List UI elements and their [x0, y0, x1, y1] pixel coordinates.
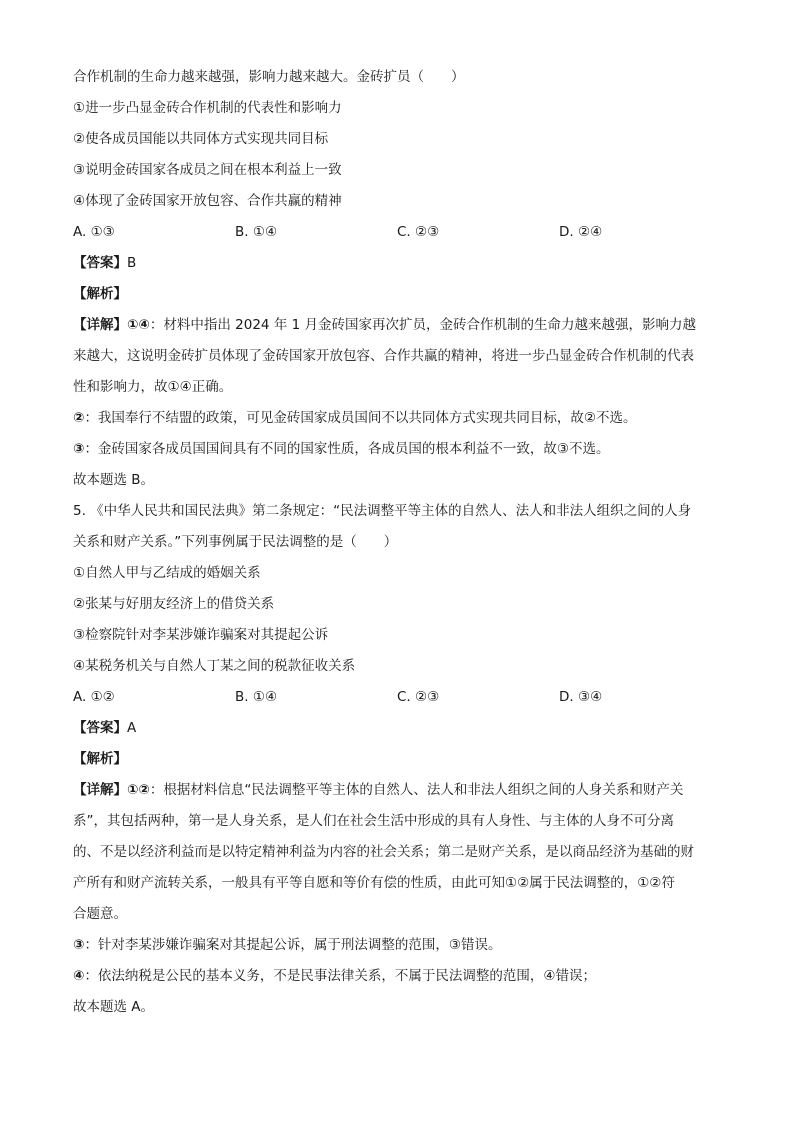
q5-options — [73, 682, 723, 713]
q5-detail-2-lead: ③ — [73, 937, 85, 953]
q4-item-4: ④体现了金砖国家开放包容、合作共赢的精神 — [73, 193, 342, 209]
q5-analysis-label: 【解析】 — [73, 751, 127, 767]
q5-detail-1-line-5: 合题意。 — [73, 906, 127, 922]
q5-option-b: B. ①④ — [235, 689, 278, 705]
q4-option-a: A. ①③ — [73, 224, 115, 240]
q4-option-d: D. ②④ — [559, 224, 603, 240]
q4-options — [73, 217, 723, 248]
q4-detail-1-lead: ①④ — [127, 317, 150, 333]
q5-answer — [73, 713, 723, 744]
q4-detail-3-lead: ③ — [73, 441, 85, 457]
q4-option-c: C. ②③ — [397, 224, 440, 240]
q5-option-a: A. ①② — [73, 689, 115, 705]
q4-detail-1-line-2: 来越大，这说明金砖扩员体现了金砖国家开放包容、合作共赢的精神，将进一步凸显金砖合作机制的代表 — [73, 348, 694, 364]
q4-analysis-label: 【解析】 — [73, 286, 127, 302]
q5-detail-1-line-4: 产所有和财产流转关系，一般具有平等自愿和等价有偿的性质，由此可知①②属于民法调整的，①②符 — [73, 875, 675, 891]
q4-conclusion: 故本题选 B。 — [73, 472, 155, 488]
q4-item-2: ②使各成员国能以共同体方式实现共同目标 — [73, 131, 329, 147]
q4-detail-1-line-1 — [73, 310, 723, 341]
document-page — [73, 62, 723, 1023]
q4-detail-1-text: ：材料中指出 2024 年 1 月金砖国家再次扩员，金砖合作机制的生命力越来越强，影响力越 — [149, 317, 696, 333]
q5-detail-1-lead: ①② — [127, 782, 150, 798]
q5-detail-2-text: ：针对李某涉嫌诈骗案对其提起公诉，属于刑法调整的范围，③错误。 — [84, 937, 502, 953]
q5-detail-3-lead: ④ — [73, 968, 85, 984]
q5-stem-line-2: 关系和财产关系。”下列事例属于民法调整的是（ ） — [73, 534, 398, 550]
q5-option-c: C. ②③ — [397, 689, 440, 705]
q5-detail-1-line-1 — [73, 775, 723, 806]
q5-item-4: ④某税务机关与自然人丁某之间的税款征收关系 — [73, 658, 356, 674]
q4-answer — [73, 248, 723, 279]
q4-detail-label: 【详解】 — [73, 317, 127, 333]
q4-detail-2 — [73, 403, 723, 434]
q5-detail-1-line-2: 系”，其包括两种，第一是人身关系，是人们在社会生活中形成的具有人身性、与主体的人身不可分离 — [73, 813, 674, 829]
q5-item-3: ③检察院针对李某涉嫌诈骗案对其提起公诉 — [73, 627, 329, 643]
q5-detail-3-text: ：依法纳税是公民的基本义务，不是民事法律关系，不属于民法调整的范围，④错误； — [84, 968, 597, 984]
q4-stem-tail: 合作机制的生命力越来越强，影响力越来越大。金砖扩员（ ） — [73, 69, 465, 85]
q5-stem-line-1: 5. 《中华人民共和国民法典》第二条规定：“民法调整平等主体的自然人、法人和非法人组织之间的人身 — [73, 503, 692, 519]
q4-detail-3 — [73, 434, 723, 465]
q5-option-d: D. ③④ — [559, 689, 603, 705]
q5-answer-label: 【答案】 — [73, 720, 127, 736]
q5-detail-1-line-3: 的、不是以经济利益而是以特定精神利益为内容的社会关系；第二是财产关系，是以商品经济为基础的财 — [73, 844, 694, 860]
q5-detail-3 — [73, 961, 723, 992]
q5-item-2: ②张某与好朋友经济上的借贷关系 — [73, 596, 275, 612]
q4-detail-1-line-3: 性和影响力，故①④正确。 — [73, 379, 233, 395]
q5-detail-2 — [73, 930, 723, 961]
q5-conclusion: 故本题选 A。 — [73, 999, 155, 1015]
q4-answer-value: B — [127, 255, 137, 271]
q4-detail-2-text: ：我国奉行不结盟的政策，可见金砖国家成员国间不以共同体方式实现共同目标，故②不选。 — [84, 410, 637, 426]
q5-answer-value: A — [127, 720, 137, 736]
q4-item-1: ①进一步凸显金砖合作机制的代表性和影响力 — [73, 100, 342, 116]
q5-item-1: ①自然人甲与乙结成的婚姻关系 — [73, 565, 261, 581]
q4-detail-2-lead: ② — [73, 410, 85, 426]
q4-option-b: B. ①④ — [235, 224, 278, 240]
q4-detail-3-text: ：金砖国家各成员国国间具有不同的国家性质，各成员国的根本利益不一致，故③不选。 — [84, 441, 610, 457]
q5-detail-1-text: ：根据材料信息“民法调整平等主体的自然人、法人和非法人组织之间的人身关系和财产关 — [149, 782, 684, 798]
q5-detail-label: 【详解】 — [73, 782, 127, 798]
q4-item-3: ③说明金砖国家各成员之间在根本利益上一致 — [73, 162, 342, 178]
q4-answer-label: 【答案】 — [73, 255, 127, 271]
